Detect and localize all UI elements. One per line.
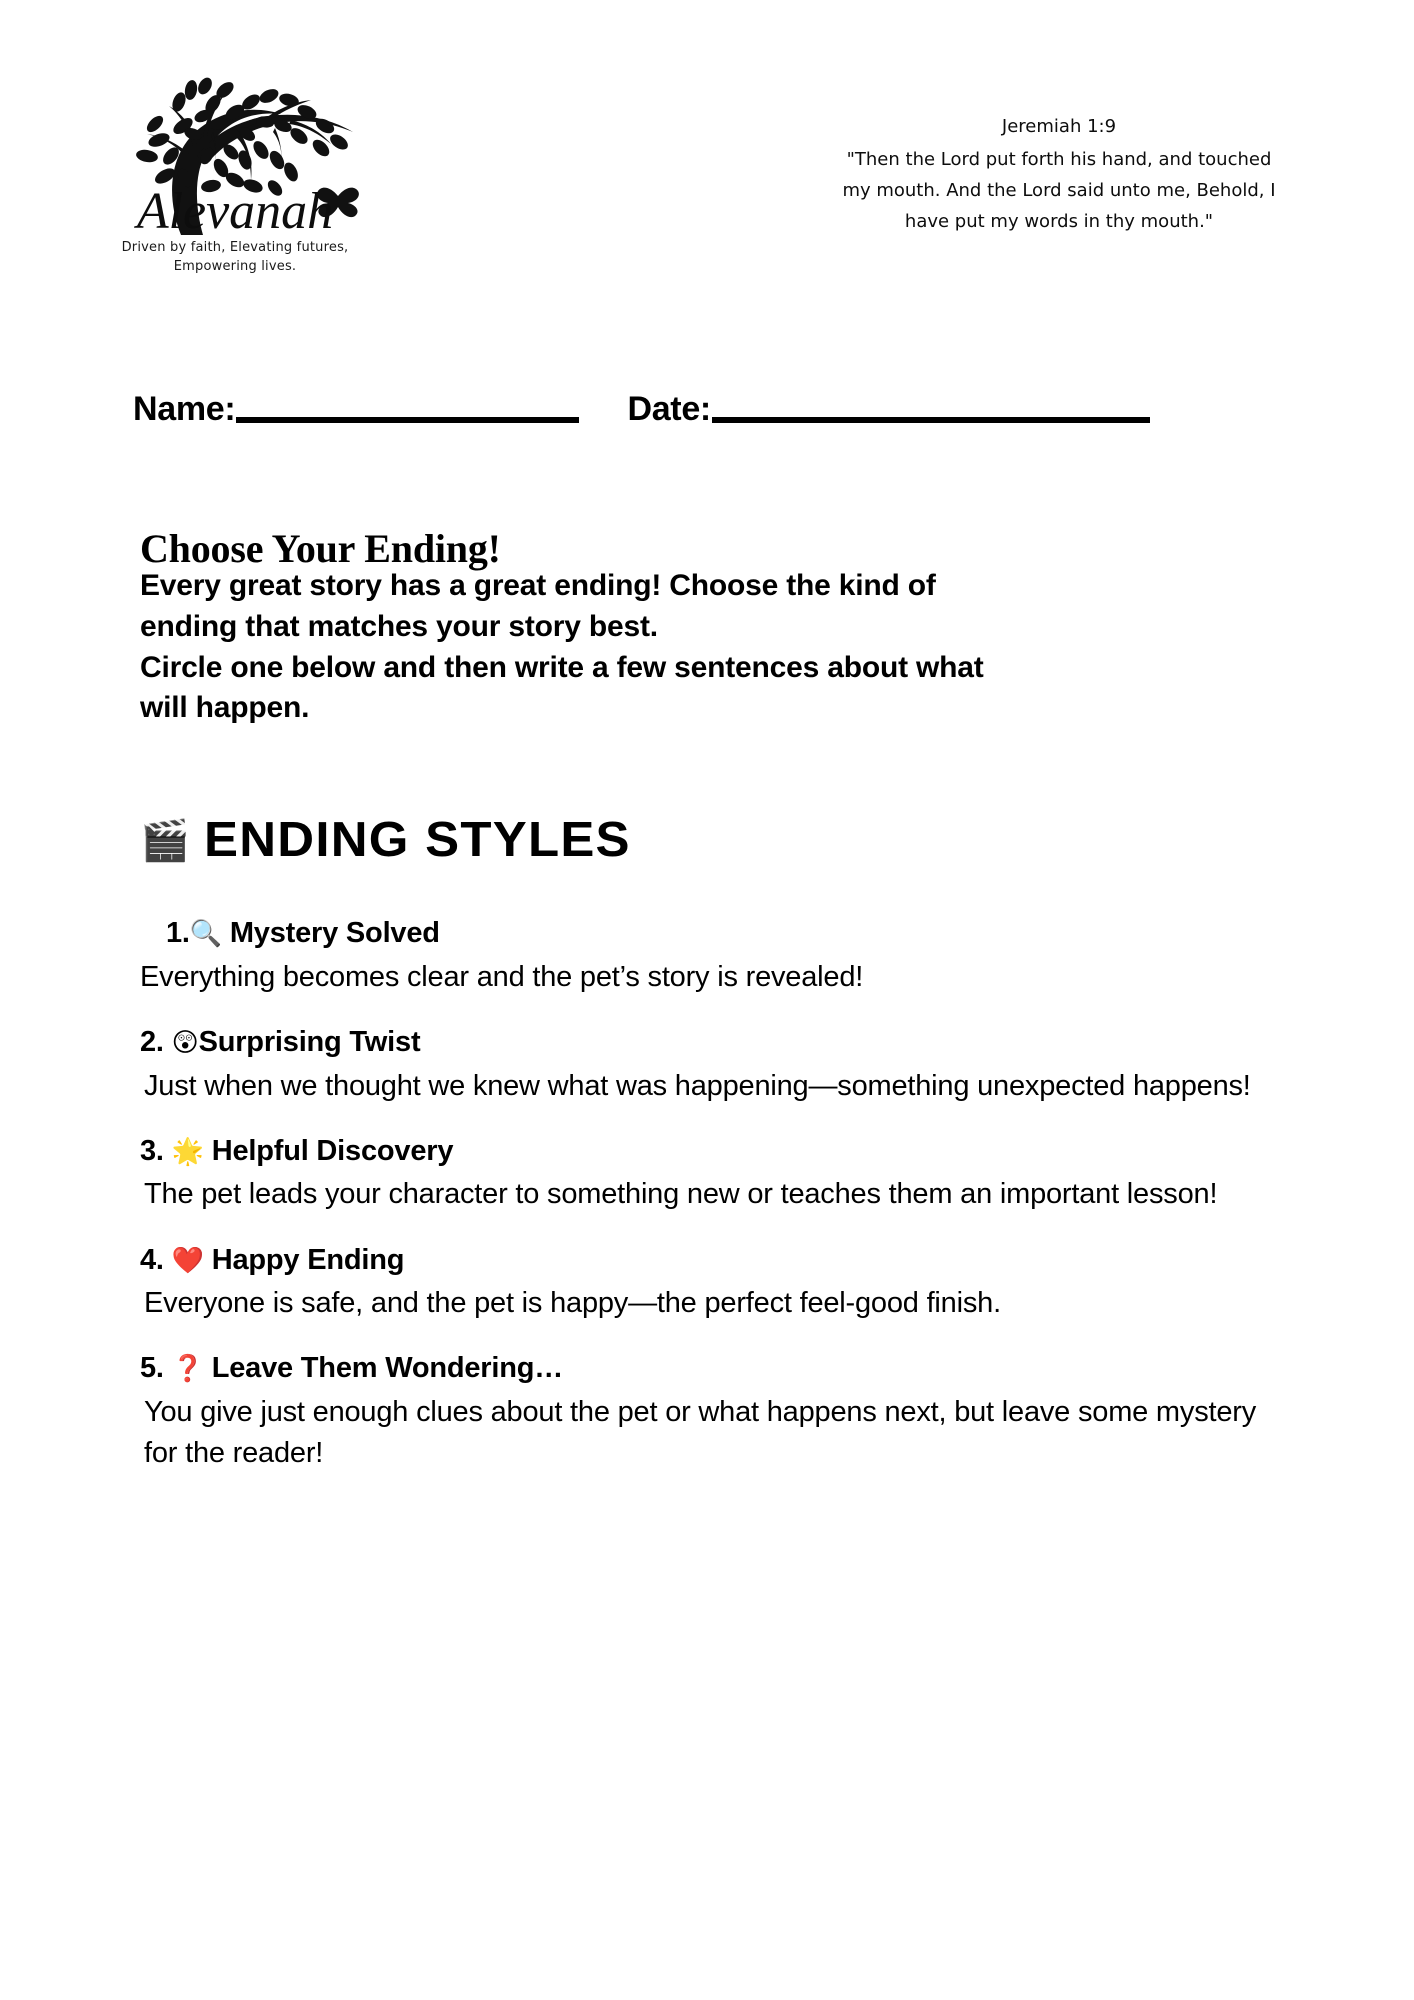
date-field[interactable] [627,392,1150,426]
style-heading-5 [140,1350,1285,1388]
brand-logo-block [70,60,400,277]
ending-styles-heading [140,813,631,867]
style-heading-4 [140,1242,1285,1280]
verse-reference: Jeremiah 1:9 [1001,116,1117,137]
style-label-1: Mystery Solved [229,917,440,949]
date-input-rule[interactable] [712,417,1150,423]
tree-logo-icon [85,60,385,245]
style-description-2: Just when we thought we knew what was happening—something unexpected happens! [144,1069,1251,1102]
ending-styles-list [140,915,1285,1474]
style-number-1: 1. [166,917,190,949]
date-label: Date: [627,390,711,428]
instructions-block [140,566,1260,729]
name-label: Name: [133,390,236,428]
style-heading-3 [140,1133,1285,1171]
brand-tagline-line-2: Empowering lives. [173,258,297,274]
list-item[interactable] [140,1133,1285,1216]
style-label-5: Leave Them Wondering… [211,1352,564,1385]
style-label-4: Happy Ending [211,1243,405,1276]
list-item[interactable] [140,1242,1285,1325]
red-question-mark-icon: ❓ [171,1354,204,1385]
verse-line-1: "Then the Lord put forth his hand, and touched [846,148,1272,170]
brand-name-text: Alevanah [136,183,334,240]
clapper-board-icon: 🎬 [140,817,190,864]
name-date-row [133,392,1283,426]
verse-line-3: have put my words in thy mouth." [904,210,1214,232]
style-number-4: 4. [140,1243,164,1276]
list-item[interactable] [140,1024,1285,1107]
instructions-line-4: will happen. [140,691,310,725]
list-item[interactable] [140,1350,1285,1474]
brand-tagline [70,239,400,277]
page-header [0,0,1414,330]
instructions-line-3: Circle one below and then write a few sentences about what [140,650,984,684]
list-item[interactable] [140,915,1285,998]
magnifying-glass-icon: 🔍 [189,919,222,949]
brand-tagline-line-1: Driven by faith, Elevating futures, [121,240,349,255]
style-label-2: Surprising Twist [198,1025,421,1058]
style-description-1: Everything becomes clear and the pet’s story is revealed! [140,960,864,993]
style-description-4: Everyone is safe, and the pet is happy—the perfect feel-good finish. [144,1287,1001,1320]
style-number-5: 5. [140,1352,164,1385]
scripture-verse-block [824,112,1294,238]
style-heading-2 [140,1024,1285,1062]
style-description-5: You give just enough clues about the pet or what happens next, but leave some mystery for the reader! [144,1396,1257,1470]
instructions-line-2: ending that matches your story best. [140,609,658,643]
name-input-rule[interactable] [236,417,579,423]
instructions-line-1: Every great story has a great ending! Choose the kind of [140,569,936,602]
name-field[interactable] [133,392,579,426]
style-label-3: Helpful Discovery [211,1134,454,1167]
page-title: Choose Your Ending! [140,525,501,571]
glowing-star-icon: 🌟 [171,1136,204,1167]
style-number-3: 3. [140,1134,164,1167]
astonished-face-icon: 😲 [171,1027,199,1058]
style-number-2: 2. [140,1025,164,1058]
red-heart-icon: ❤️ [171,1245,204,1276]
style-heading-1 [140,915,1285,953]
ending-styles-title: ENDING STYLES [203,813,631,867]
verse-line-2: my mouth. And the Lord said unto me, Behold, I [842,179,1276,201]
style-description-3: The pet leads your character to something new or teaches them an important lesson! [144,1178,1218,1211]
